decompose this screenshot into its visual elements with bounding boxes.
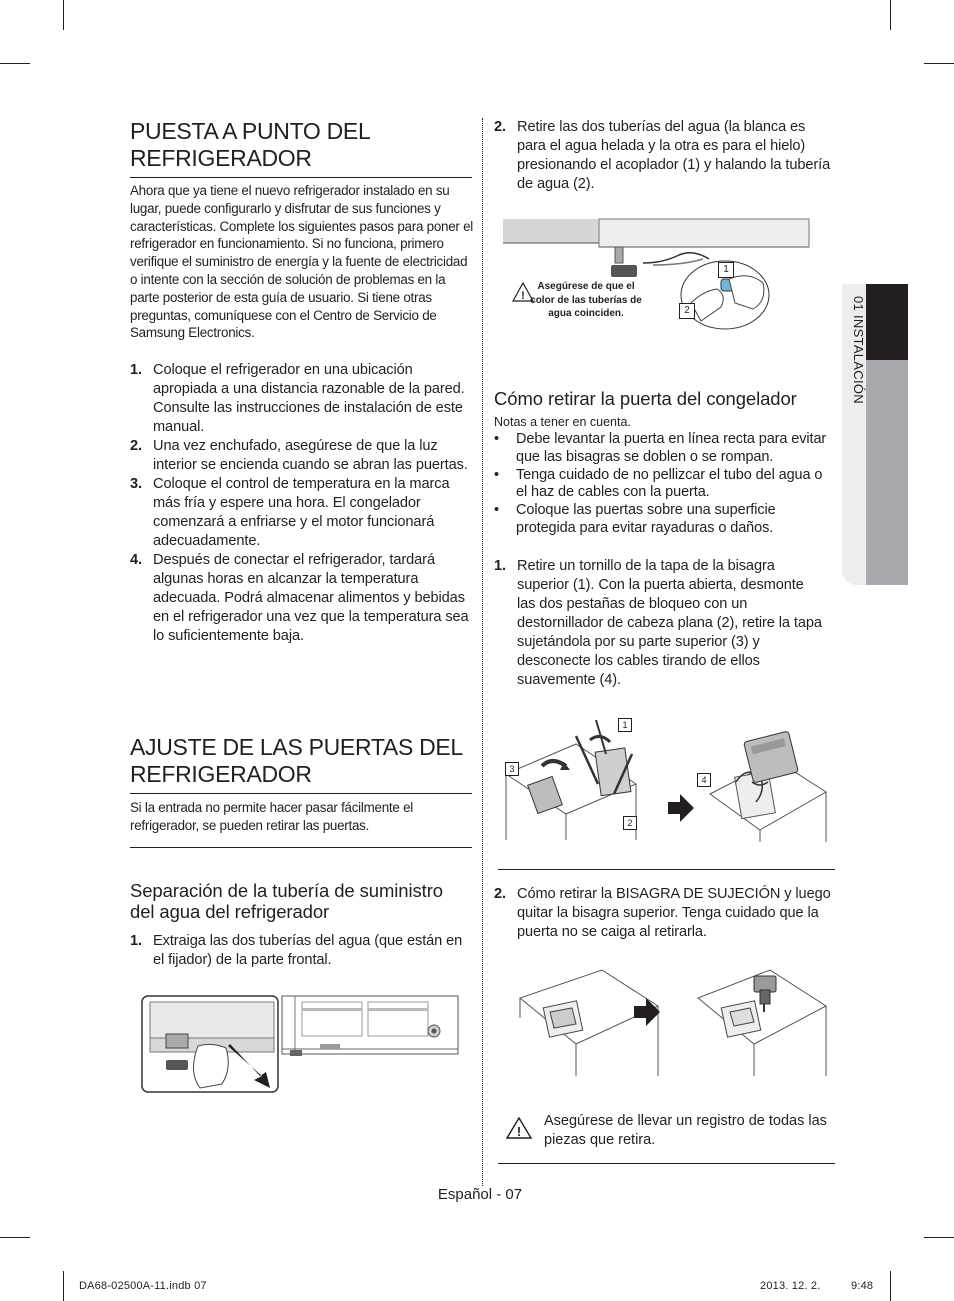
warning-icon <box>505 1116 533 1140</box>
title-line: AJUSTE DE LAS PUERTAS DEL <box>130 734 463 760</box>
print-time: 9:48 <box>851 1280 874 1292</box>
figure-label: 1 <box>618 718 632 732</box>
water-steps <box>130 932 472 970</box>
setup-steps <box>130 361 472 646</box>
intro-paragraph: Si la entrada no permite hacer pasar fácilmente el refrigerador, se pueden retirar las puertas. <box>130 800 413 833</box>
side-tab-gray-block <box>866 360 908 585</box>
list-item: 4. Después de conectar el refrigerador, tardará algunas horas en alcanzar la temperatura adecuada. Podrá almacenar alimentos y bebidas en el refrigerador una vez que la temperatura sea lo suficientemente baja. <box>130 552 469 644</box>
list-item: 2. Una vez enchufado, asegúrese de que la luz interior se encienda cuando se abran las puertas. <box>130 438 468 473</box>
print-date: 2013. 12. 2. <box>760 1280 821 1292</box>
title-line: REFRIGERADOR <box>130 761 312 787</box>
caution-text: Asegúrese de llevar un registro de todas las piezas que retira. <box>544 1113 827 1148</box>
title-rule <box>130 793 472 794</box>
notes-list <box>494 431 836 538</box>
section-title <box>130 734 472 788</box>
title-rule <box>130 177 472 178</box>
svg-text:!: ! <box>516 1124 522 1139</box>
section-title <box>130 118 472 172</box>
list-item: 2. Retire las dos tuberías del agua (la blanca es para el agua helada y la otra es para el hielo) presionando el acoplador (1) y halando la tubería de agua (2). <box>494 119 831 192</box>
crop-mark <box>63 1271 64 1301</box>
list-item: 1. Retire un tornillo de la tapa de la bisagra superior (1). Con la puerta abierta, desmonte las dos pestañas de bloqueo con un destornillador de cabeza plana (2), retire la tapa sujetándola por su parte superior (3) y desconecte los cables tirando de ellos suavemente (4). <box>494 558 822 688</box>
section-rule <box>130 847 472 848</box>
section-setup <box>130 118 472 172</box>
list-item: • Debe levantar la puerta en línea recta para evitar que las bisagras se doblen o se rompan. <box>494 431 836 467</box>
list-item: 1. Extraiga las dos tuberías del agua (que están en el fijador) de la parte frontal. <box>130 933 463 968</box>
column-divider <box>482 118 483 1186</box>
list-item: • Tenga cuidado de no pellizcar el tubo del agua o el haz de cables con la puerta. <box>494 467 836 503</box>
list-item: • Coloque las puertas sobre una superficie protegida para evitar rayaduras o daños. <box>494 502 836 538</box>
file-name: DA68-02500A-11.indb 07 <box>79 1280 207 1292</box>
figure-label: 2 <box>623 816 637 830</box>
crop-mark <box>0 63 30 64</box>
intro-paragraph: Ahora que ya tiene el nuevo refrigerador instalado en su lugar, puede configurarlo y disfrutar de sus funciones y características. Complete los siguientes pasos para poner el refrigerador en funcionamiento. Si no funciona, primero verifique el suministro de energía y la fuente de electricidad o intente con la sección de solución de problemas en la parte posterior de esta guía de usuario. Si tiene otras preguntas, comuníquese con el Centro de Servicio de Samsung Electronics. <box>130 183 474 341</box>
water-step-2 <box>494 118 836 194</box>
figure-water-tube-front <box>140 994 460 1096</box>
caution-text: Asegúrese de que el color de las tuberías de agua coinciden. <box>530 281 642 319</box>
crop-mark <box>0 1237 30 1238</box>
crop-mark <box>890 0 891 30</box>
figure-label: 2 <box>679 303 695 319</box>
figure-hinge-removal <box>516 968 828 1078</box>
figure-hinge-cover <box>502 714 832 844</box>
section-doors <box>130 734 472 788</box>
svg-text:!: ! <box>521 290 525 302</box>
notes-label: Notas a tener en cuenta. <box>494 415 631 429</box>
figure-label: 3 <box>505 762 519 776</box>
freezer-step-1 <box>494 557 824 690</box>
figure-label: 4 <box>697 773 711 787</box>
subsection-title: Separación de la tubería de suministro del agua del refrigerador <box>130 880 443 922</box>
title-line: PUESTA A PUNTO DEL <box>130 118 371 144</box>
list-item: 1. Coloque el refrigerador en una ubicación apropiada a una distancia razonable de la pared. Consulte las instrucciones de instalación de este manual. <box>130 362 465 435</box>
list-item: 3. Coloque el control de temperatura en la marca más fría y espere una hora. El congelador comenzará a enfriarse y el motor funcionará adecuadamente. <box>130 476 450 549</box>
crop-mark <box>924 63 954 64</box>
crop-mark <box>924 1237 954 1238</box>
list-item: 2. Cómo retirar la BISAGRA DE SUJECIÓN y luego quitar la bisagra superior. Tenga cuidado que la puerta no se caiga al retirarla. <box>494 886 831 940</box>
caution-rule <box>498 1163 835 1164</box>
title-line: REFRIGERADOR <box>130 145 312 171</box>
side-tab-label: 01 INSTALACIÓN <box>851 296 866 404</box>
freezer-step-2 <box>494 885 836 942</box>
section-rule <box>498 869 835 870</box>
crop-mark <box>63 0 64 30</box>
figure-label: 1 <box>718 262 734 278</box>
subsection-title: Cómo retirar la puerta del congelador <box>494 388 797 409</box>
page-number: Español - 07 <box>437 1186 523 1203</box>
side-tab-dark-block <box>866 284 908 360</box>
